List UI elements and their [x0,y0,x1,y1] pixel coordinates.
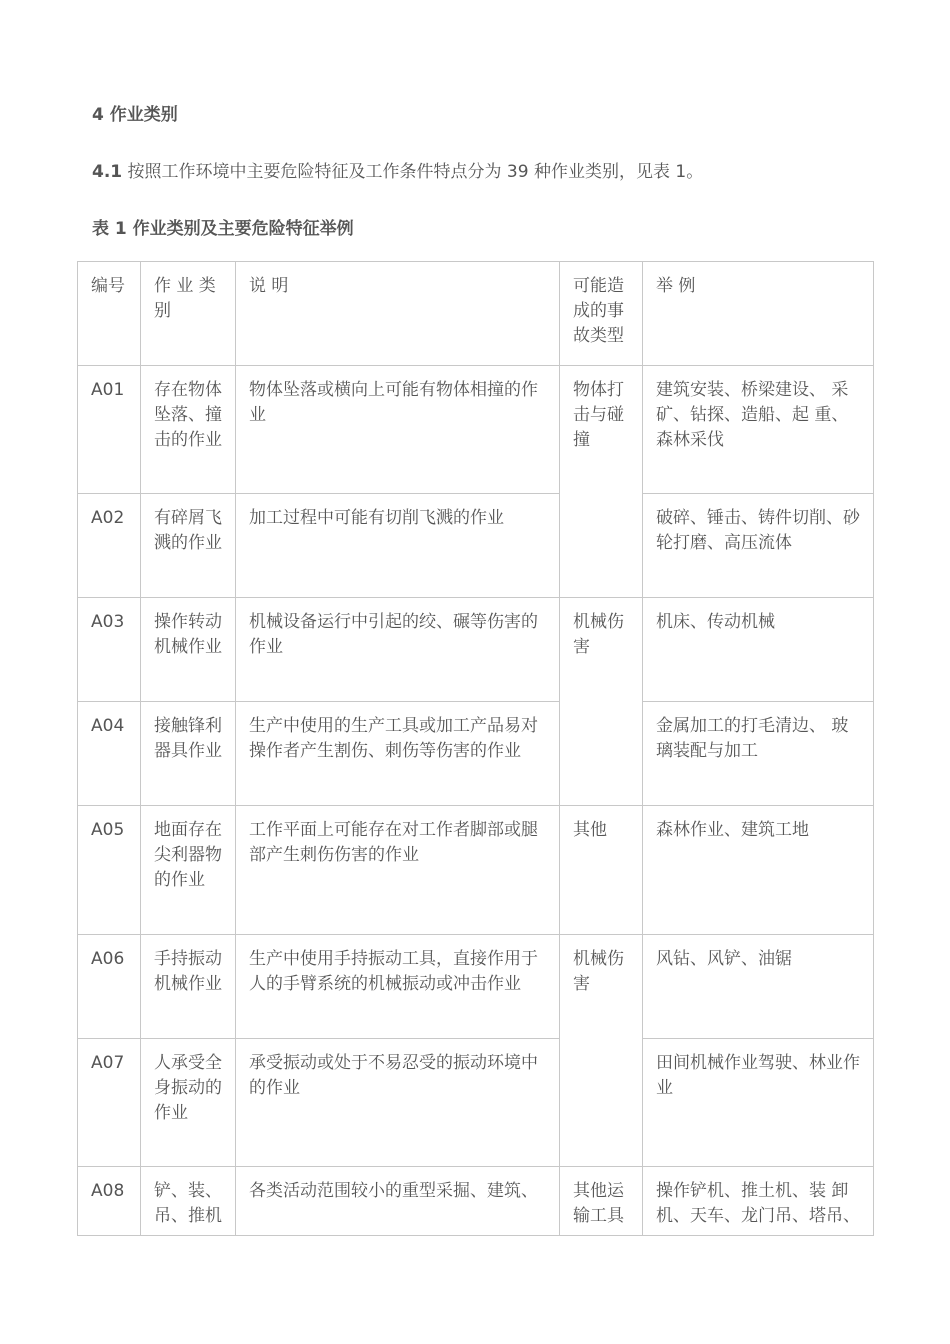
header-examples: 举 例 [643,262,874,366]
paragraph-number: 4.1 [92,162,123,182]
section-title: 4 作业类别 [92,105,178,125]
cell-examples: 操作铲机、推土机、装 卸机、天车、龙门吊、塔吊、 [643,1167,874,1236]
table-row [78,366,874,494]
cell-category: 人承受全身振动的作业 [141,1039,236,1167]
work-category-table [77,261,874,1236]
cell-category: 操作转动机械作业 [141,598,236,702]
cell-description: 承受振动或处于不易忍受的振动环境中的作业 [236,1039,560,1167]
cell-examples: 森林作业、建筑工地 [643,806,874,935]
cell-description: 机械设备运行中引起的绞、碾等伤害的作业 [236,598,560,702]
cell-description: 加工过程中可能有切削飞溅的作业 [236,494,560,598]
table-row [78,1039,874,1167]
cell-category: 接触锋利器具作业 [141,702,236,806]
cell-id: A04 [78,702,141,806]
header-accident-type: 可能造成的事故类型 [560,262,643,366]
cell-examples: 金属加工的打毛清边、 玻璃装配与加工 [643,702,874,806]
cell-description: 工作平面上可能存在对工作者脚部或腿部产生刺伤伤害的作业 [236,806,560,935]
cell-examples: 机床、传动机械 [643,598,874,702]
header-id: 编号 [78,262,141,366]
cell-accident-type: 机械伤害 [560,598,643,806]
cell-description: 生产中使用的生产工具或加工产品易对操作者产生割伤、刺伤等伤害的作业 [236,702,560,806]
paragraph-4-1 [92,157,703,182]
cell-accident-type: 其他运输工具 [560,1167,643,1236]
cell-description: 物体坠落或横向上可能有物体相撞的作业 [236,366,560,494]
cell-examples: 风钻、风铲、油锯 [643,935,874,1039]
cell-id: A01 [78,366,141,494]
cell-id: A06 [78,935,141,1039]
cell-examples: 田间机械作业驾驶、林业作业 [643,1039,874,1167]
cell-id: A03 [78,598,141,702]
cell-category: 有碎屑飞溅的作业 [141,494,236,598]
table-row [78,806,874,935]
header-description: 说 明 [236,262,560,366]
cell-accident-type: 物体打击与碰撞 [560,366,643,598]
table-header-row [78,262,874,366]
table-row [78,1167,874,1236]
cell-examples: 破碎、锤击、铸件切削、砂轮打磨、高压流体 [643,494,874,598]
cell-id: A05 [78,806,141,935]
table-row [78,702,874,806]
cell-description: 生产中使用手持振动工具，直接作用于人的手臂系统的机械振动或冲击作业 [236,935,560,1039]
cell-description: 各类活动范围较小的重型采掘、建筑、 [236,1167,560,1236]
cell-category: 手持振动机械作业 [141,935,236,1039]
cell-category: 铲、装、吊、推机 [141,1167,236,1236]
cell-id: A08 [78,1167,141,1236]
cell-accident-type: 机械伤害 [560,935,643,1167]
table-row [78,935,874,1039]
cell-category: 存在物体坠落、撞击的作业 [141,366,236,494]
header-category: 作 业 类 别 [141,262,236,366]
cell-id: A07 [78,1039,141,1167]
cell-id: A02 [78,494,141,598]
table-caption: 表 1 作业类别及主要危险特征举例 [92,219,354,239]
cell-accident-type: 其他 [560,806,643,935]
table-row [78,598,874,702]
cell-examples: 建筑安装、桥梁建设、 采矿、钻探、造船、起 重、森林采伐 [643,366,874,494]
table-row [78,494,874,598]
paragraph-text: 按照工作环境中主要危险特征及工作条件特点分为 39 种作业类别，见表 1。 [127,162,704,182]
cell-category: 地面存在尖利器物的作业 [141,806,236,935]
